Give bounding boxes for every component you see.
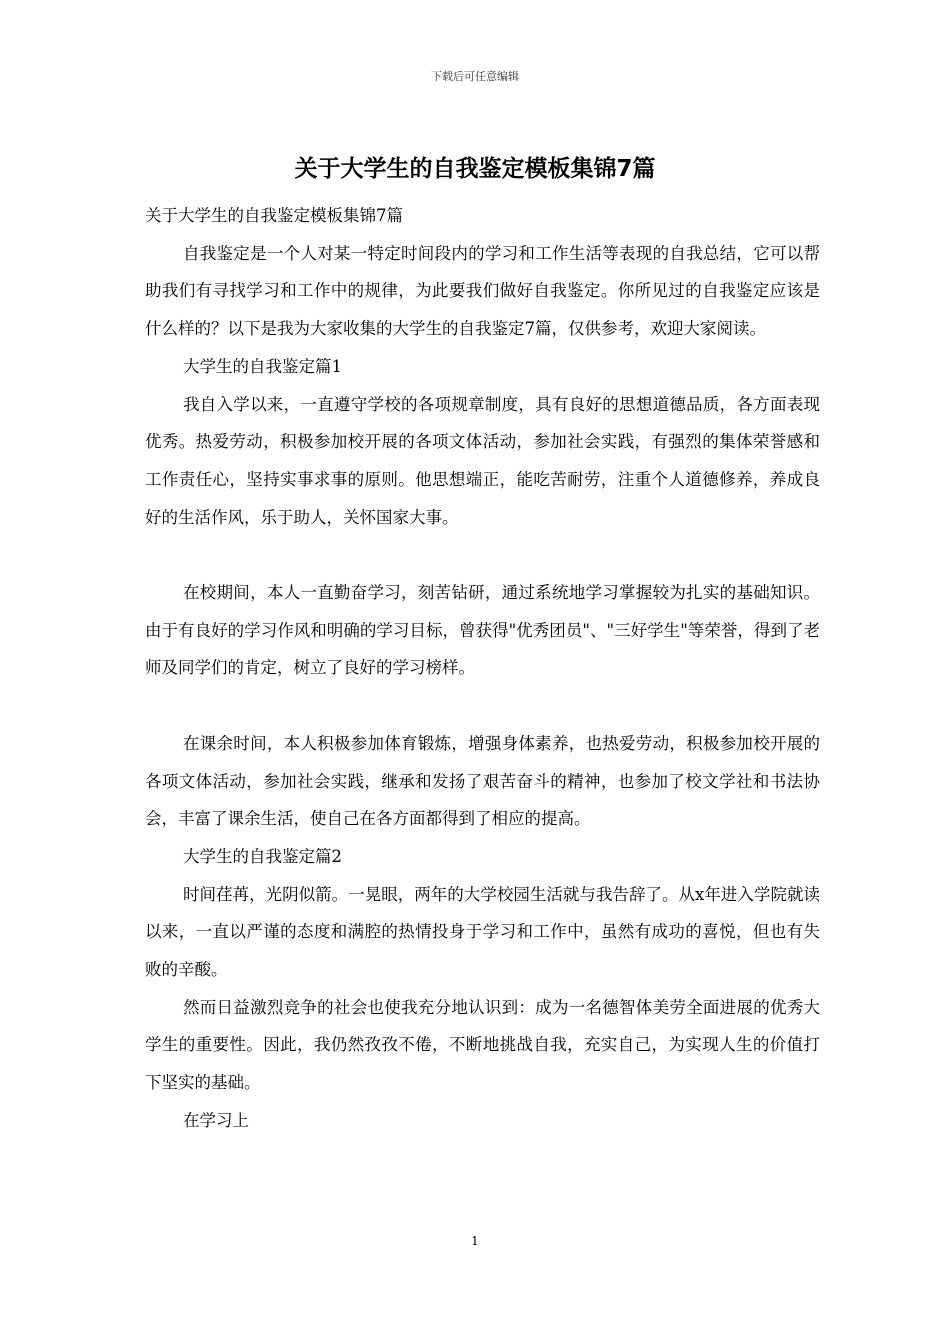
document-subtitle: 关于大学生的自我鉴定模板集锦7篇: [145, 206, 403, 225]
paragraph-2: 在校期间，本人一直勤奋学习，刻苦钻研，通过系统地学习掌握较为扎实的基础知识。由于有良好的学习作风和明确的学习目标，曾获得"优秀团员"、"三好学生"等荣誉，得到了老师及同学们的肯定，树立了良好的学习榜样。: [145, 583, 820, 678]
paragraph-5: 然而日益激烈竞争的社会也使我充分地认识到：成为一名德智体美劳全面进展的优秀大学生的重要性。因此，我仍然孜孜不倦，不断地挑战自我，充实自己，为实现人生的价值打下坚实的基础。: [145, 997, 820, 1093]
paragraph-4: 时间荏苒，光阴似箭。一晃眼，两年的大学校园生活就与我告辞了。从x年进入学院就读以来，一直以严谨的态度和满腔的热情投身于学习和工作中，虽然有成功的喜悦，但也有失败的辛酸。: [145, 884, 820, 980]
paragraph-1: 我自入学以来，一直遵守学校的各项规章制度，具有良好的思想道德品质，各方面表现优秀。热爱劳动，积极参加校开展的各项文体活动，参加社会实践，有强烈的集体荣誉感和工作责任心，坚持实事求事的原则。他思想端正，能吃苦耐劳，注重个人道德修养，养成良好的生活作风，乐于助人，关怀国家大事。: [145, 394, 820, 527]
paragraph-6: 在学习上: [183, 1110, 249, 1130]
document-title: 关于大学生的自我鉴定模板集锦7篇: [294, 156, 656, 182]
paragraph-3: 在课余时间，本人积极参加体育锻炼，增强身体素养，也热爱劳动，积极参加校开展的各项文体活动，参加社会实践，继承和发扬了艰苦奋斗的精神，也参加了校文学社和书法协会，丰富了课余生活，使自己在各方面都得到了相应的提高。: [145, 733, 820, 829]
blank-line: [145, 687, 820, 725]
page-number: 1: [471, 1234, 479, 1248]
blank-line: [145, 536, 820, 574]
intro-paragraph: 自我鉴定是一个人对某一特定时间段内的学习和工作生活等表现的自我总结，它可以帮助我们有寻找学习和工作中的规律，为此要我们做好自我鉴定。你所见过的自我鉴定应该是什么样的？以下是我为大家收集的大学生的自我鉴定7篇，仅供参考，欢迎大家阅读。: [145, 243, 820, 339]
section-heading-2: 大学生的自我鉴定篇2: [183, 846, 342, 866]
page-header-note: 下载后可任意编辑: [431, 70, 519, 83]
document-body: [145, 197, 820, 1140]
section-heading-1: 大学生的自我鉴定篇1: [183, 356, 342, 376]
